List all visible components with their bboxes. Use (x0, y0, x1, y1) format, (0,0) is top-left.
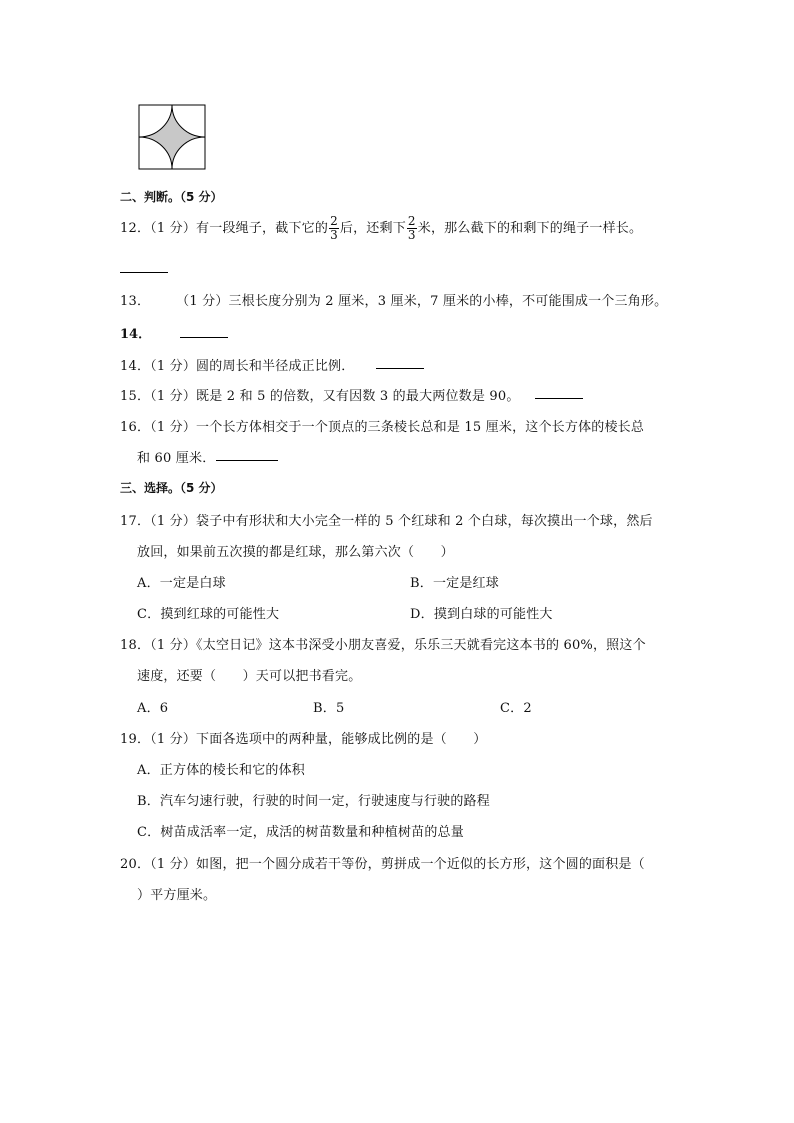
question-number: 19． (120, 732, 151, 747)
fraction-denominator: 3 (407, 228, 416, 242)
fraction-numerator: 2 (407, 214, 416, 228)
question-20 (120, 853, 645, 872)
fraction-denominator: 3 (330, 228, 338, 242)
question-17 (120, 510, 653, 529)
question-12 (120, 215, 642, 242)
question-number: 15． (120, 389, 151, 404)
answer-blank[interactable] (120, 272, 168, 273)
question-number: 18． (120, 638, 151, 653)
question-18 (120, 634, 646, 653)
question-text: （1 分）既是 2 和 5 的倍数，又有因数 3 的最大两位数是 90。 (150, 389, 520, 404)
question-14 (120, 355, 354, 374)
fraction (329, 215, 339, 242)
answer-blank[interactable] (180, 337, 228, 338)
question-number-extra: 14． (120, 327, 152, 342)
option-b[interactable]: B．汽车匀速行驶，行驶的时间一定，行驶速度与行驶的路程 (137, 794, 490, 809)
answer-blank[interactable] (376, 368, 424, 369)
fraction-numerator: 2 (330, 214, 338, 228)
question-number: 16． (120, 420, 151, 435)
option-b[interactable]: B．一定是红球 (410, 576, 499, 591)
question-number: 20． (120, 857, 151, 872)
question-text: （1 分）下面各选项中的两种量，能够成比例的是（ ） (150, 732, 487, 747)
question-text: 后，还剩下 (339, 221, 406, 236)
section-title-choice: 三、选择。（5 分） (120, 481, 223, 495)
option-d[interactable]: D．摸到白球的可能性大 (410, 607, 553, 622)
question-16 (120, 416, 644, 435)
question-19 (120, 728, 486, 747)
question-number: 13． (120, 294, 151, 309)
question-text: （1 分）圆的周长和半径成正比例． (150, 359, 355, 374)
question-number: 12． (120, 221, 151, 236)
answer-blank[interactable] (216, 460, 278, 461)
answer-blank[interactable] (535, 398, 583, 399)
fraction (407, 215, 417, 242)
question-text: （1 分）有一段绳子，截下它的 (150, 221, 329, 236)
option-a[interactable]: A．正方体的棱长和它的体积 (137, 763, 305, 778)
section-title-judgement: 二、判断。（5 分） (120, 190, 223, 204)
question-text: （1 分）三根长度分别为 2 厘米，3 厘米，7 厘米的小棒，不可能围成一个三角形。 (176, 294, 668, 309)
question-text: （1 分）如图，把一个圆分成若干等份，剪拼成一个近似的长方形，这个圆的面积是（ (150, 857, 645, 872)
option-a[interactable]: A．一定是白球 (137, 576, 226, 591)
question-text: （1 分）袋子中有形状和大小完全一样的 5 个红球和 2 个白球，每次摸出一个球，然后 (150, 514, 653, 529)
option-a[interactable]: A．6 (137, 701, 169, 716)
question-number: 14． (120, 359, 151, 374)
question-15 (120, 385, 520, 404)
question-number: 17． (120, 514, 151, 529)
option-c[interactable]: C．摸到红球的可能性大 (137, 607, 280, 622)
option-c[interactable]: C．树苗成活率一定，成活的树苗数量和种植树苗的总量 (137, 825, 464, 840)
option-c[interactable]: C．2 (500, 701, 532, 716)
question-18-line2: 速度，还要（ ）天可以把书看完。 (137, 669, 362, 684)
square-with-quarter-circles-figure (138, 104, 206, 170)
question-13 (120, 290, 667, 309)
option-b[interactable]: B．5 (313, 701, 345, 716)
question-text: （1 分）一个长方体相交于一个顶点的三条棱长总和是 15 厘米，这个长方体的棱长总 (150, 420, 645, 435)
question-17-line2: 放回，如果前五次摸的都是红球，那么第六次（ ） (137, 545, 454, 560)
question-text: 米，那么截下的和剩下的绳子一样长。 (417, 221, 643, 236)
question-20-line2: ）平方厘米。 (137, 888, 217, 903)
question-text: （1 分）《太空日记》这本书深受小朋友喜爱，乐乐三天就看完这本书的 60%，照这个 (150, 638, 646, 653)
question-16-line2: 和 60 厘米． (137, 451, 216, 466)
